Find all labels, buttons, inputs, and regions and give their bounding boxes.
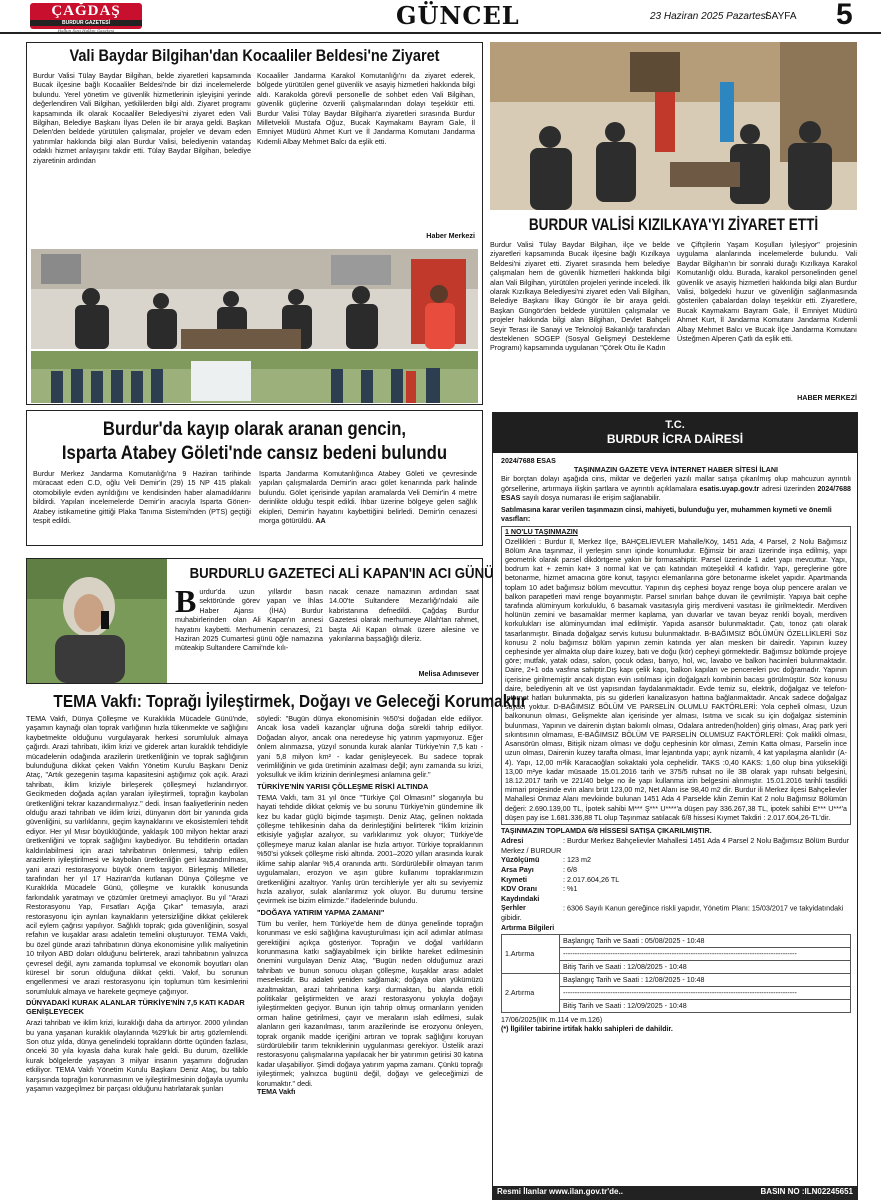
resmi-ilan-link[interactable]: Resmi İlanlar www.ilan.gov.tr'de.. (497, 1187, 623, 1196)
article-column-1: Burdur Merkez Jandarma Komutanlığı'na 9 Haziran tarihinde müracaat eden C.D, oğlu Veli Demir'in (29) 15 NP 415 plakalı otomobiliyle evden ayrıldığını ve kendisinden haber alamadıklarını bildirdi. Yapılan incelemelerde Demir'in aracıyla Isparta Gönen-Atabey istikametine gittiği Plaka Tanıma Sistemi'nden (PTS) geçtiği tespit edildi. (33, 469, 251, 526)
notice-heading: TAŞINMAZIN GAZETE VEYA İNTERNET HABER SİTESİ İLANI (574, 466, 778, 475)
press-number: BASIN NO :ILN02245651 (760, 1187, 853, 1196)
share-heading: TAŞINMAZIN TOPLAMDA 6/8 HİSSESİ SATIŞA ÇIKARILMIŞTIR. (501, 826, 712, 835)
article-column-2c-text: Tüm bu veriler, hem Türkiye'de hem de dünya genelinde toprağın korunması ve eski sağlığına kavuşturulması için acil adımlar atılması gerektiğini açıkça gösteriyor. Toprağın ve doğal varlıkların korunmasına katkı sağlayabilmek için birlikte hareket edilmesinin önemini vurgulayan Deniz Ataç, "Bugün neden olduğumuz arazi tahribatı ve bunun sonucu oluşan çölleşme, kuşaklar arası adalet meselesidir. Bu adaleti yeniden sağlamak; doğaya olan yükümüzü azaltmaktan, arazi tahribatına karşı durmaktan, bu alanda etkili politikalar geliştirmekten ve arazi restorasyonu yoluyla doğayı iyileştirmekten geçiyor. Bunun için tahrip olmuş ormanların yeniden orman haline getirilmesi, çayır ve meraların ıslah edilmesi, sulak alanların geri kazanılması, tarım arazilerinde ise erozyonu önleyen, toprak organik madde içeriğini artıran ve toprak sağlığını koruyan sürdürülebilir tarım tekniklerinin uygulanması gerekiyor. Üstelik arazi restorasyonu çalışmalarına yapılacak her bir yatırımın getirisi 30 katına kadar ulaşabiliyor. Şimdi doğaya yatırım yapma zamanı. Çünkü toprağı iyileştirmek; yalnızca bugünü değil, doğayı ve geleceğimizi de korumaktır." dedi. (257, 918, 483, 1088)
article-title[interactable]: BURDUR VALİSİ KIZILKAYA'YI ZİYARET ETTİ (528, 215, 819, 234)
detail-row-vat (501, 884, 851, 894)
notice-footer (493, 1186, 857, 1199)
file-number: 2024/7688 ESAS (501, 457, 556, 465)
gendarmerie-photo (31, 351, 478, 403)
article-column-1: Burdur Valisi Tülay Baydar Bilgihan, belde ziyaretleri kapsamında Bucak ilçesine bağlı Kocaaliler Beldesi'nde bir dizi incelemelerde bulundu. Yerel yönetim ve güvenlik hizmetlerinin işleyişini yerinde değerlendiren Vali Bilgihan, yetkililerden bilgi aldı. Ziyaret programı kapsamında ilk olarak Kocaaliler Belediyesi'ni ziyaret eden Vali Bilgihan, Belediye Başkanı İlyas Delen ile bir araya geldi. Başkan Delen'den beldede yürütülen çalışmalar, projeler ve devam eden yatırımlar hakkında bilgi alan Burdur Valisi, belediyenin vatandaş odaklı hizmet anlayışını takdir etti. Tülay Baydar Bilgihan, belediye ziyaretinin ardından (33, 71, 251, 165)
detail-value: : Burdur Merkez Bahçelievler Mahallesi 1451 Ada 4 Parsel 2 Nolu Bağımsız Bölüm Burdur Merkez / BURDUR (501, 836, 850, 855)
logo-slogan: Halkın Sesi Halkın Gazetesi (57, 28, 115, 33)
detail-key: Arsa Payı (501, 864, 534, 874)
issue-date: 23 Haziran 2025 Pazartesi (650, 11, 768, 22)
logo-subtitle: BURDUR GAZETESİ (30, 20, 142, 26)
tender-start: Başlangıç Tarih ve Saati : 12/08/2025 - 10:48 (560, 973, 851, 986)
detail-row-share (501, 865, 851, 875)
esatis-link[interactable]: esatis.uyap.gov.tr (699, 484, 760, 493)
tender-row (502, 934, 851, 947)
notice-title: BURDUR İCRA DAİRESİ (606, 432, 744, 446)
notice-body (501, 457, 851, 1034)
article-title[interactable]: BURDURLU GAZETECİ ALİ KAPAN'IN ACI GÜNÜ (189, 565, 494, 582)
article-title-line-2[interactable]: Isparta Atabey Göleti'nde cansız bedeni bulundu (61, 443, 448, 464)
notice-header (493, 413, 857, 453)
gendarmerie-photo-image (31, 351, 478, 403)
article-kocaaliler (26, 42, 483, 405)
subheading-3: "DOĞAYA YATIRIM YAPMA ZAMANI" (257, 907, 385, 917)
masthead (0, 0, 881, 34)
detail-key: Kıymeti (501, 874, 527, 884)
article-column-1 (26, 714, 248, 1198)
tender-name: 1.Artırma (502, 934, 560, 973)
detail-value: : 123 m2 (563, 855, 591, 865)
page-number: 5 (836, 0, 853, 31)
notice-intro (501, 475, 851, 503)
journalist-photo-image (27, 559, 167, 683)
detail-key: Kaydındaki Şerhler (501, 893, 540, 913)
article-signature: HABER MERKEZİ (797, 393, 857, 402)
detail-value: : 6306 Sayılı Kanun gereğince riskli yapıdır, Yönetim Planı: 15/03/2017 ve takyidatındaki gibidir. (501, 903, 844, 922)
tender-row (502, 973, 851, 986)
article-column-2-text: Isparta Jandarma Komutanlığınca Atabey Göleti ve çevresinde yapılan çalışmalarda Demir'in aracı gölet kenarında park halinde bulundu. Gölet içerisinde yapılan aramalarda Veli Demir'in 4 metre derinlikte olduğu tespit edildi. İhbar üzerine bölgeye gelen sağlık ekipleri, Demir'in hayatını kaybettiğini belirledi. Demir'in cenazesi morga götürüldü. (259, 469, 477, 526)
article-column-1b-text: Arazi tahribatı ve iklim krizi, kuraklığı daha da artırıyor. 2000 yılından bu yana yaşanan kuraklık olaylarında %29'luk bir artış gözlemlendi. Son otuz yılda, dünya genelindeki toprakların dörtte üçünden fazlası, önceki 30 yıla kıyasla daha kurak hale geldi. Bu durum, özellikle kurak bölgelerde yaşayan 3 milyar insanın yaşamını doğrudan etkiliyor. TEMA Vakfı Yönetim Kurulu Başkanı Deniz Ataç, bu tablo karşısında toprağın korunmasının ve iyileştirilmesinin doğayla uyumlu yaşamın vazgeçilmez bir parçası olduğunu hatırlatarak şunları (26, 1018, 248, 1094)
article-title[interactable]: Vali Baydar Bilgihan'dan Kocaaliler Beldesi'ne Ziyaret (69, 47, 440, 65)
article-signature: AA (315, 516, 326, 526)
kizilkaya-photo (490, 42, 857, 210)
detail-value: : %1 (563, 884, 578, 894)
property-box (501, 526, 851, 825)
tender-heading: Artırma Bilgileri (501, 924, 555, 933)
property-description: Özellikleri : Burdur İl, Merkez İlçe, BAHÇELİEVLER Mahalle/Köy, 1451 Ada, 4 Parsel, 2 Nolu Bağımsız Bölüm Ana taşınmaz, il yerleşim sınırı içinde konumludur. Eğimsiz bir arazi üzerinde inşa edilmiş, yapı geometrik olarak parsel dikdörtgene yakın bir formasahiptir. Parsel üzerinde 1 adet yapı mevcuttur. Yapı, bodrum kat + zemin kat+ 3 normal kat ve çatı katından müteşekkil 4 katlıdır. Yapı, gereçlerine göre betonarme, hizmet amacına göre konut, taşıyıcı elemanlarına göre betonarme iskelet yapıdır. Apartmanda toplam 10 adet bağımsız bölüm mevcuttur. Yapının dış cephesi boyaz renge boya olup pencere araları ve balkon parapetleri mavi renge boyanmıştır. Parsel sınırları bahçe duvarı ile çevrilmiştir. Yapıya bait cephe tarafında alüminyum korkuluklu, 6 basamak vasıtasıyla giriş merdiveni vasıtası ile girilmektedir. Merdiven holünün zemini ve basamaklar mermer kaplama, yan duvarlar ve tavan beyaz renkli boyalı, merdiven korkulukları ise alüminyumdan imal edilmiştir. Yapıda asansör bulunmaktadır. Çatı, tonoz çatı olarak tasarlanmıştır. Binada doğalgaz servis kutusu bulunmaktadır. B-BAĞIMSIZ BÖLÜMÜN ÖZELLİKLERİ Söz konusu 2 nolu bağımsız bölüm yapının zemin katında yer alan mesken bir dairedir. Yapının kuzey cephesinde yer almakta olup daire kuzey, batı ve doğu (kör) cepheyi görmektedir. Bağımsız bölümde projeye göre; mutfak, yatak odası, salon, çocuk odası, banyo, hol, wc, lavabo ve balkon hacimleri bulunmaktadır. Daire, 2+1 oda vasfına sahiptir.Dış kapı çelik kapı, balkon kapıları ve pencereleri pvc doğramadır. Yapının içerisine girilmemiştir ancak dıştan evin ısıtılması için doğalgazlı kombinin bacası görülmüştür. Söz konusu daire, belediyenin alt ve üst yapısından faydalanmaktadır. Evde temiz su, elektrik, doğalgaz ve telefon-internet hatları bulunmakta, pis su giderleri kanalizasyon hattına bağlanmaktadır. Ancak sadece doğalgaz sayacı yoktur. D-BAĞIMSIZ BÖLÜM VE PARSELİN OLUMLU FAKTÖRLERİ: Yola cepheli olması, Uzun balkonunun olması, Gelişmekte alan içerisinde yer alması, Isıtma ve sıcak su için doğalgaz sisteminin bulunması, Yapının ve dairenin dıştan bakımlı olması, Odalara antreden(holden) giriş olması, Araç park yeri sıkıntısının olmaması, E-BAĞIMSIZ BÖLÜM VE PARSELİN OLUMSUZ FAKTÖRLERİ: Çok malikli olması, Asansörün olması, Bitişik nizam olması ve doğu cephesinin kör olması, Zemin Katta olması, Parselin ince uzun olması, Dairenin kuzey tarafta olması, İmar lejantında yapı; ayrık nizamlı, 4 kat yapılaşma alanlıdır (A-4). Yapı, 12,00 m²lik Karacaoğlan sokaktaki yola cephelidir. TAKS :0,40 KAKS: 1,60 olup bina yüksekliği 13,00 m²ye kadar müsaade 15.01.2016 tarih ve 375/5 ruhsat no ile 3B olarak yapı ruhsatı belgesini, 18.12.2017 tarih ve 221/40 belge no ile yapı kullanma izin belgesini alınmıştır. 15.01.2016 tarihli tasdikli mimari projesinde evin alanı brüt 123,00 m2, Net Alanı ise 98,40 m2 dir. Burdur ili Merkez ilçesi Bahçelievler Mahallesi Onmaz Alanı mevkiinde bulunan 1451 Ada 4 Parselde kâin Zemin Kat 2 nolu Bağımsız Bölümün değeri: 2.690.139,00 TL, İpotek sahibi M*** Ş*** U****'a düşen pay 336.267,38 TL, ipotek sahibi E*** U***'a düşen pay ise 1.681.336,88 TL olup Taşınmaz satılacak 6/8 hissesi Kıymet Takdiri : 2.017.604,26-TL'dir. (505, 537, 847, 822)
detail-key: Adresi (501, 836, 524, 846)
detail-row-area (501, 855, 851, 865)
journalist-photo (27, 559, 167, 683)
drop-cap: B (175, 587, 197, 619)
tender-end: Bitiş Tarih ve Saati : 12/09/2025 - 10:48 (560, 999, 851, 1012)
detail-row-address (501, 836, 851, 855)
meeting-photo-image (31, 249, 478, 349)
notice-tc: T.C. (665, 419, 685, 431)
detail-row-value (501, 875, 851, 885)
notice-footnote: (*) İlgililer tabirine irtifak hakkı sahipleri de dahildir. (501, 1024, 673, 1033)
page-label: SAYFA (765, 11, 797, 22)
newspaper-logo[interactable] (30, 3, 142, 29)
tender-divider: --------------------------------------------------------------------------------------------------- (560, 986, 851, 999)
sales-heading: Satılmasına karar verilen taşınmazın cinsi, mahiyeti, bulunduğu yer, muhammen kıymeti ve önemli vasıfları: (501, 506, 832, 524)
intro-post: sayılı dosya numarası ile erişim sağlanabilir. (520, 493, 661, 502)
article-missing-youth (26, 410, 483, 546)
legal-notice-box (492, 412, 858, 1200)
article-column-2-text: söyledi: "Bugün dünya ekonomisinin %50'si doğadan elde ediliyor. Ancak kısa vadeli kazançlar uğruna doğa sürekli tahrip ediliyor. Doğadan alıyor, ancak ona neredeyse hiç yatırım yapmıyoruz. Eğer önlem alınmazsa, yüzyıl sonunda kurak alanlar Türkiye'nin 7,5 katı - yani 5,8 milyon km² - kadar genişleyecek. Bu sadece toprak verimliliğinin ve gıda üretiminin azalması değil; aynı zamanda su krizi, yoksulluk ve iklim krizinin derinleşmesi anlamına gelir." (257, 714, 483, 780)
meeting-photo (31, 249, 478, 349)
intro-file-number: 2024/7688 ESAS (501, 484, 851, 502)
detail-row-annotations (501, 894, 851, 923)
property-details (501, 836, 851, 922)
article-signature: Melisa Adınısever (418, 669, 479, 678)
article-column-1: Burdur Valisi Tülay Baydar Bilgihan, ilçe ve belde ziyaretleri kapsamında Bucak ilçesine bağlı Kızılkaya Beldesi'ni ziyaret etti. Ziyaret sırasında hem belediye çalışmaları hem de güvenlik hizmetleri hakkında bilgi alan Vali Bilgihan, yürütülen projeleri yerinde inceledi. İlk olarak Kızılkaya Belediyesi'ni ziyaret eden Vali Bilgihan, Belediye Başkanı İlkay Güngör ile bir araya geldi. Başkan Güngör'den beldede yürütülen çalışmalar ve projeler hakkında bilgi alan Bilgihan, Devlet Bahçeli Seyir Terası ile Sanayi ve Teknoloji Bakanlığı tarafından desteklenen SOGEP (Sosyal Gelişmeyi Destekleme Programı) kapsamında uygulanan "Çörek Otu ile Kadın (490, 240, 670, 353)
kizilkaya-photo-image (490, 42, 857, 210)
article-column-1 (175, 587, 323, 683)
tender-divider: --------------------------------------------------------------------------------------------------- (560, 947, 851, 960)
article-column-2b-text: TEMA Vakfı, tam 31 yıl önce "Türkiye Çöl Olmasın!" sloganıyla bu hayati tehdide dikkat çekmiş ve bu sorunu Türkiye'nin gündemine ilk kez bu kadar güçlü biçimde taşımıştı. Deniz Ataç, gelinen noktada çölleşme tehlikesinin daha da derinleştiğini belirterek "İklim krizinin etkisiyle yağışlar azalıyor, su varlıklarımız yok oluyor; Türkiye'de çölleşmeye maruz kalan alanlar ise hızla artıyor. Türkiye topraklarının %50'si yüksek çölleşme riski altında. 2001–2020 yılları arasında kurak iklime sahip alanlar %5,4 oranında arttı. Sürdürülebilir olmayan tarım uygulamaları, erozyon ve aşırı gübre kullanımı topraklarımızın üretkenliğini azaltıyor. Yanlış ürün tercihleriyle yer altı su seviyemiz hızla azalıyor, sulak alanlarımız yok oluyor. Bu durumu tersine çevirmek ise bizim elimizde." ifadelerinde bulundu. (257, 792, 483, 906)
article-title-line-1[interactable]: Burdur'da kayıp olarak aranan gencin, (102, 419, 407, 440)
tender-start: Başlangıç Tarih ve Saati : 05/08/2025 - 10:48 (560, 934, 851, 947)
article-kizilkaya (490, 214, 857, 404)
property-heading: 1 NO'LU TAŞINMAZIN (505, 528, 578, 537)
article-column-2 (259, 469, 477, 545)
article-condolence (26, 558, 494, 684)
article-column-2 (257, 714, 483, 1198)
article-column-1-text: TEMA Vakfı, Dünya Çölleşme ve Kuraklıkla Mücadele Günü'nde, yaşamın kaynağı olan toprak varlığının hızla tükenmekte ve sağlığını kaybetmekte olduğunu vurgulayarak herkesi sorumluluk almaya çağırdı. Arazi tahribatı, iklim krizi ve giderek artan kuraklık tehdidiyle mücadelenin odağında arazilerin üretkenliğinin ve toprak sağlığının bulunduğuna dikkat çeken Vakfın Yönetim Kurulu Başkanı Deniz Ataç, "Artık gezegenin taşıma kapasitesini aştığımız çok açık. Arazi tahribatı, iklim kriziyle birleşerek çölleşmeyi hızlandırıyor. Gecikmeden doğada açılan yaraları iyileştirmeli, toprağın kaybolan üretkenliğini tekrar kazandırmalıyız." dedi. İnsan faaliyetlerinin neden olduğu arazi tahribatı ve iklim krizi, dünyanın dört bir yanında gıda güvenliğini, su varlıklarını, geçim kaynaklarını ve ekosistemleri tehdit ediyor. Her yıl Mısır büyüklüğünde, yaklaşık 100 milyon hektar arazi üretkenliğini ve toprak sağlığını kaybediyor. Bu tehditlerin ortadan kaldırılabilmesi için arazi tahribatının önlenmesi, tahrip edilen arazilerin iyileştirilmesi ve kaybolan üretkenliğin geri kazandırılması, yani arazi restorasyonu büyük önem taşıyor. Birleşmiş Milletler tarafından her yıl 17 Haziran'da kutlanan Dünya Çölleşme ve Kuraklıkla Mücadele Günü, çölleşme ve kuraklık konusunda farkındalık yaratmayı ve çözümler üretmeyi amaçlıyor. Bu yıl "Arazi Restorasyonu Yap, Fırsatları Açığa Çıkar" temasıyla, arazi restorasyonu için ayrılan kaynakların yetersizliğine dikkat çekilerek acil eylem çağrısı yapılıyor. Sağlıklı toprak; gıda güvenliğinin, sosyal refahın ve kuşaklar arası adaletin temelini oluşturuyor. TEMA Vakfı, bu özel günde arazi tahribatının dünya ekonomisine yıllık maliyetinin 10 trilyon ABD doları olduğunu belirterek, arazi tahribatının yalnızca çevresel değil, aynı zamanda toplumsal ve ekonomik boyutları olan küresel bir sorun olduğuna dikkat çekti. Vakıf, bu sorunun engellenmesi ve arazi restorasyonu için toplumun tüm kesimlerini sorumluluk almaya ve harekete geçmeye çağırıyor. (26, 714, 248, 996)
tender-name: 2.Artırma (502, 973, 560, 1012)
article-signature: Haber Merkezi (426, 231, 475, 240)
detail-value: : 6/8 (563, 864, 577, 874)
article-title[interactable]: TEMA Vakfı: Toprağı İyileştirmek, Doğayı ve Geleceği Korumaktır (53, 691, 527, 711)
tender-table (501, 934, 851, 1013)
detail-key: KDV Oranı (501, 884, 537, 894)
tender-end: Bitiş Tarih ve Saati : 12/08/2025 - 10:48 (560, 960, 851, 973)
subheading-1: DÜNYADAKİ KURAK ALANLAR TÜRKİYE'NİN 7,5 KATI KADAR GENİŞLEYECEK (26, 998, 245, 1017)
intro-pre: Bir borçtan dolayı aşağıda cins, miktar ve değerleri yazılı mallar satışa çıkarılmış olup mahcuzun ayrıntılı görsellerine, artırmaya ilişkin şartlara ve ayrıntılı açıklamalara (501, 475, 851, 493)
notice-date: 17/06/2025(İİK m.114 ve m.126) (501, 1015, 603, 1024)
article-signature: TEMA Vakfı (257, 1088, 296, 1097)
article-column-2: nacak cenaze namazının ardından saat 14.00'te Sultandere Mezarlığı'ndaki aile kabristanına defnedildi. Çağdaş Burdur Gazetesi olarak merhumeye Allah'tan rahmet, başta Ali Kapan olmak üzere ailesine ve yakınlarına başsağlığı dileriz. (329, 587, 479, 644)
detail-key: Yüzölçümü (501, 855, 540, 865)
subheading-2: TÜRKİYE'NİN YARISI ÇÖLLEŞME RİSKİ ALTINDA (257, 781, 429, 791)
detail-value: : 2.017.604,26 TL (563, 874, 620, 884)
intro-mid: adresi üzerinden (759, 484, 818, 493)
section-title: GÜNCEL (396, 1, 520, 30)
article-column-1-text: urdur'da uzun yıllardır basın sektöründe görev yapan ve İhlas Haber Ajansı (İHA) Burdur muhabirlerinden olan Ali Kapan'ın annesi hayatını kaybetti. Merhumenin cenazesi, 21 Haziran 2025 Cumartesi günü öğle namazına müteakip Sultandere Camii'nde kılı- (175, 587, 323, 653)
article-column-2: Kocaaliler Jandarma Karakol Komutanlığı'nı da ziyaret ederek, bölgede yürütülen genel güvenlik ve asayiş hizmetleri hakkında bilgi aldı. Karakolda görevli personelle de sohbet eden Vali Bilgihan, güvenlik güçlerine özverili çalışmalarından dolayı teşekkür etti. Burdur Valisi Tülay Baydar Bilgihan'a ziyaretleri sırasında Burdur Milletvekili Mustafa Oğuz, Bucak Kaymakamı Bayram Gale, İl Emniyet Müdürü Ahmet Kurt ve İl Jandarma Komutanı Jandarma Kıdemli Albay Mehmet Balcı da eşlik etti. (257, 71, 475, 146)
article-column-2: ve Çiftçilerin Yaşam Koşulları İyileşiyor" projesinin uygulama alanlarında incelemelerde bulundu. Vali Baydar Bilgihan'ın bir sonraki durağı Kızılkaya Karakol Komutanlığı oldu. Burada, karakol personelinden genel güvenlik ve asayiş hizmetleri hakkında bilgi alan Burdur Valisi, bölgedeki huzur ve güvenliğin sağlanmasında gösterilen çabalardan dolayı teşekkür etti. Ziyaretlere, Bucak Kaymakamı Bayram Gale, İl Emniyet Müdürü Ahmet Kurt, İl Jandarma Komutanı Jandarma Kıdemli Albay Mehmet Balcı ve Bucak İlçe Jandarma Komutanı Üsteğmen Alperen Çatlı da eşlik etti. (677, 240, 857, 344)
logo-name: ÇAĞDAŞ (51, 3, 121, 19)
